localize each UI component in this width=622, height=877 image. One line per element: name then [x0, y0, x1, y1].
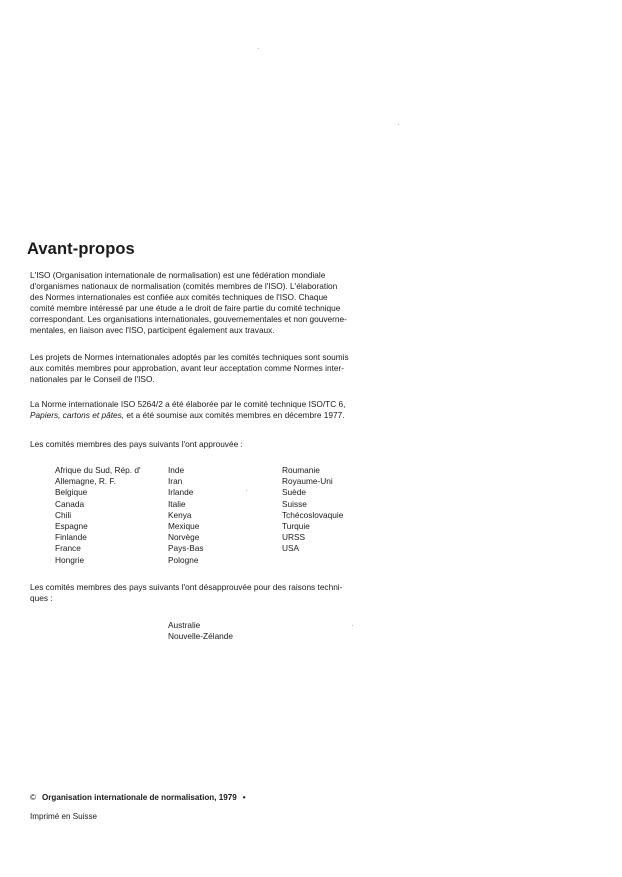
country-item: Norvège — [168, 532, 200, 543]
approved-countries-col3 — [282, 465, 343, 555]
country-item: Pays-Bas — [168, 543, 204, 554]
country-item: Pologne — [168, 554, 199, 565]
country-item: Turquie — [282, 521, 310, 532]
country-item: Inde — [168, 465, 185, 475]
country-item: Irlande — [168, 487, 194, 498]
country-item: Italie — [168, 498, 186, 509]
copyright-line — [30, 793, 246, 802]
country-item: USA — [282, 543, 300, 554]
country-item: Finlande — [55, 532, 87, 543]
approval-process-paragraph — [30, 352, 375, 385]
country-item: Australie — [168, 620, 201, 630]
text-line: Les projets de Normes internationales adoptés par les comités techniques sont soumis — [30, 352, 349, 362]
text-line — [30, 410, 375, 421]
country-item: Royaume-Uni — [282, 476, 333, 487]
copyright-text: Organisation internationale de normalisation, 1979 — [41, 793, 237, 802]
country-item: Mexique — [168, 521, 200, 532]
country-item: Kenya — [168, 509, 192, 520]
country-item: URSS — [282, 532, 306, 543]
text-line: Les comités membres des pays suivants l'ont désapprouvée pour des raisons techni- — [30, 582, 343, 592]
approved-countries-col2 — [168, 465, 204, 566]
text-line: ques : — [30, 593, 53, 604]
standard-origin-paragraph — [30, 399, 375, 421]
approved-countries-col1 — [55, 465, 141, 566]
text-line: d'organismes nationaux de normalisation (comités membres de l'ISO). L'élaboration — [30, 281, 338, 292]
country-item: France — [55, 543, 81, 554]
bullet-icon: • — [242, 793, 246, 802]
country-item: Espagne — [55, 521, 88, 532]
text-line: mentales, en liaison avec l'ISO, participent également aux travaux. — [30, 325, 275, 336]
printed-in: Imprimé en Suisse — [30, 812, 98, 821]
scan-speck — [246, 490, 247, 491]
disapproved-countries — [168, 620, 233, 642]
country-item: Tchécoslovaquie — [282, 509, 344, 520]
text-fragment: et a été soumise aux comités membres en décembre 1977. — [124, 410, 345, 421]
text-line: des Normes internationales est confiée aux comités techniques de l'ISO. Chaque — [30, 292, 328, 303]
text-line: correspondant. Les organisations internationales, gouvernementales et non gouverne- — [30, 314, 347, 325]
disapproved-intro — [30, 582, 375, 604]
intro-paragraph — [30, 270, 375, 337]
text-line: nationales par le Conseil de l'ISO. — [30, 374, 155, 385]
scan-speck — [258, 48, 259, 49]
country-item: Canada — [55, 498, 85, 509]
text-line: comité membre intéressé par une étude a le droit de faire partie du comité technique — [30, 303, 341, 314]
country-item: Iran — [168, 476, 183, 487]
text-line: Les comités membres des pays suivants l'ont approuvée : — [30, 439, 243, 449]
country-item: Suisse — [282, 498, 307, 509]
page-title: Avant-propos — [27, 240, 135, 258]
country-item: Belgique — [55, 487, 88, 498]
country-item: Chili — [55, 509, 72, 520]
scan-speck — [352, 625, 353, 626]
text-line: La Norme internationale ISO 5264/2 a été élaborée par le comité technique ISO/TC 6, — [30, 399, 346, 409]
country-item: Allemagne, R. F. — [55, 476, 116, 487]
copyright-icon: © — [30, 793, 36, 802]
text-line: L'ISO (Organisation internationale de normalisation) est une fédération mondiale — [30, 270, 326, 280]
text-line: aux comités membres pour approbation, avant leur acceptation comme Normes inter- — [30, 363, 345, 374]
committee-title: Papiers, cartons et pâtes, — [30, 410, 125, 421]
country-item: Nouvelle-Zélande — [168, 631, 234, 642]
country-item: Hongrie — [55, 554, 85, 565]
approved-intro — [30, 439, 375, 450]
country-item: Afrique du Sud, Rép. d' — [55, 465, 141, 475]
country-item: Roumanie — [282, 465, 320, 475]
country-item: Suède — [282, 487, 306, 498]
scan-speck — [398, 124, 399, 125]
